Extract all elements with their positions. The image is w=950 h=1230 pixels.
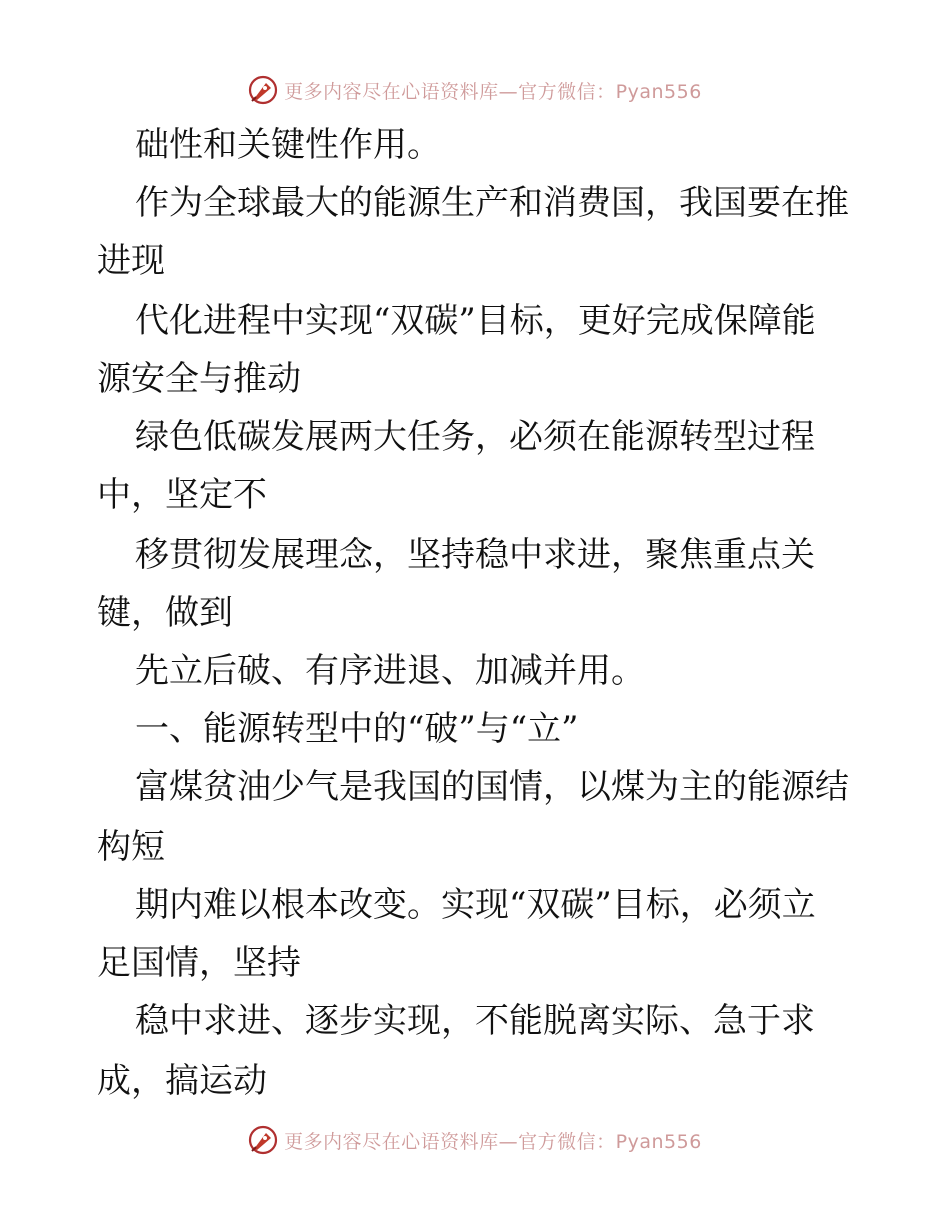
text-line: 代化进程中实现“双碳”目标，更好完成保障能 <box>135 301 816 341</box>
header-banner <box>0 70 950 110</box>
text-line: 期内难以根本改变。实现“双碳”目标，必须立 <box>135 885 816 925</box>
header-banner-text: 更多内容尽在心语资料库—官方微信：Pyan556 <box>284 80 702 103</box>
text-line: 移贯彻发展理念，坚持稳中求进，聚焦重点关 <box>135 535 815 575</box>
footer-banner-text: 更多内容尽在心语资料库—官方微信：Pyan556 <box>284 1130 702 1153</box>
pen-nib-logo-icon <box>248 75 278 105</box>
text-line: 作为全球最大的能源生产和消费国，我国要在推 <box>135 183 849 223</box>
text-line: 成，搞运动 <box>97 1061 267 1101</box>
text-line: 稳中求进、逐步实现，不能脱离实际、急于求 <box>135 1001 815 1041</box>
text-line: 构短 <box>97 827 165 867</box>
text-line: 富煤贫油少气是我国的国情，以煤为主的能源结 <box>135 767 849 807</box>
footer-banner <box>0 1120 950 1160</box>
text-line: 中，坚定不 <box>97 475 267 515</box>
text-line: 进现 <box>97 241 165 281</box>
section-heading: 一、能源转型中的“破”与“立” <box>135 709 579 749</box>
text-line: 键，做到 <box>97 593 233 633</box>
text-line: 绿色低碳发展两大任务，必须在能源转型过程 <box>135 417 815 457</box>
text-line: 础性和关键性作用。 <box>135 125 441 165</box>
pen-nib-logo-icon <box>248 1125 278 1155</box>
text-line: 足国情，坚持 <box>97 943 301 983</box>
text-line: 源安全与推动 <box>97 359 301 399</box>
text-line: 先立后破、有序进退、加减并用。 <box>135 651 645 691</box>
